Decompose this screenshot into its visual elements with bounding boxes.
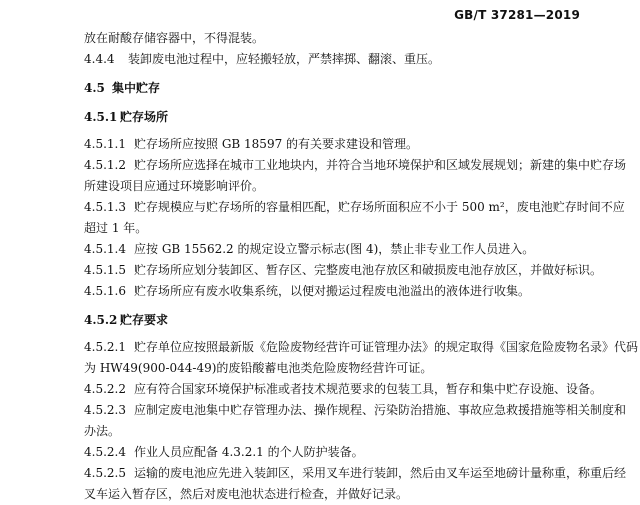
clause-4-5-2-1 — [84, 337, 639, 358]
heading-title: 贮存场所 — [120, 110, 169, 124]
clause-4-5-2-5-continuation: 叉车运入暂存区，然后对废电池状态进行检查，并做好记录。 — [84, 487, 409, 501]
clause-4-5-1-1 — [84, 134, 580, 155]
section-heading-4-5-2 — [84, 310, 580, 331]
clause-number: 4.5.1.2 — [84, 158, 126, 172]
clause-4-5-1-4 — [84, 239, 580, 260]
section-heading-4-5 — [84, 78, 580, 99]
clause-number: 4.5.2.4 — [84, 445, 126, 459]
document-body — [84, 28, 639, 505]
clause-text: 贮存单位应按照最新版《危险废物经营许可证管理办法》的规定取得《国家危险废物名录》代码 — [134, 340, 639, 354]
clause-text: 运输的废电池应先进入装卸区，采用叉车进行装卸，然后由叉车运至地磅计量称重，称重后经 — [134, 466, 627, 480]
clause-number: 4.5.1.3 — [84, 200, 126, 214]
clause-number: 4.5.2.3 — [84, 403, 126, 417]
clause-number: 4.5.1.4 — [84, 242, 126, 256]
clause-4-5-2-5 — [84, 463, 627, 484]
clause-text: 作业人员应配备 4.3.2.1 的个人防护装备。 — [134, 445, 364, 459]
clause-number: 4.5.1.5 — [84, 263, 126, 277]
clause-4-5-2-3 — [84, 400, 627, 421]
clause-4-4-4 — [84, 49, 580, 70]
clause-number: 4.5.2.2 — [84, 382, 126, 396]
clause-number: 4.5.1.1 — [84, 137, 126, 151]
clause-text: 贮存场所应有废水收集系统，以便对搬运过程废电池溢出的液体进行收集。 — [134, 284, 531, 298]
clause-number: 4.5.2.1 — [84, 340, 126, 354]
clause-4-5-2-3-continuation: 办法。 — [84, 424, 121, 438]
clause-4-5-1-3 — [84, 197, 625, 218]
paragraph-continuation: 放在耐酸存储容器中，不得混装。 — [84, 31, 265, 45]
heading-number: 4.5.1 — [84, 110, 118, 124]
clause-4-5-1-6 — [84, 281, 580, 302]
heading-title: 集中贮存 — [112, 81, 161, 95]
clause-number: 4.5.2.5 — [84, 466, 126, 480]
clause-4-5-2-1-continuation: 为 HW49(900-044-49)的废铅酸蓄电池类危险废物经营许可证。 — [84, 361, 433, 375]
clause-4-5-2-4 — [84, 442, 580, 463]
clause-4-5-2-2 — [84, 379, 603, 400]
clause-text: 装卸废电池过程中，应轻搬轻放，严禁摔掷、翻滚、重压。 — [128, 52, 441, 66]
clause-text: 应有符合国家环境保护标准或者技术规范要求的包装工具，暂存和集中贮存设施、设备。 — [134, 382, 603, 396]
clause-text: 贮存场所应划分装卸区、暂存区、完整废电池存放区和破损废电池存放区，并做好标识。 — [134, 263, 603, 277]
clause-text: 应按 GB 15562.2 的规定设立警示标志(图 4)，禁止非专业工作人员进入。 — [134, 242, 535, 256]
heading-number: 4.5 — [84, 81, 105, 95]
clause-4-5-1-2 — [84, 155, 627, 176]
clause-text: 贮存场所应选择在城市工业地块内，并符合当地环境保护和区域发展规划；新建的集中贮存场 — [134, 158, 627, 172]
standard-number: GB/T 37281—2019 — [454, 8, 580, 22]
clause-number: 4.4.4 — [84, 52, 115, 66]
clause-text: 贮存规模应与贮存场所的容量相匹配，贮存场所面积应不小于 500 m²，废电池贮存时间不应 — [134, 200, 625, 214]
clause-number: 4.5.1.6 — [84, 284, 126, 298]
clause-4-5-1-3-continuation: 超过 1 年。 — [84, 221, 148, 235]
clause-4-5-1-2-continuation: 所建设项目应通过环境影响评价。 — [84, 179, 265, 193]
clause-4-5-1-5 — [84, 260, 603, 281]
heading-number: 4.5.2 — [84, 313, 118, 327]
clause-text: 贮存场所应按照 GB 18597 的有关要求建设和管理。 — [134, 137, 419, 151]
section-heading-4-5-1 — [84, 107, 580, 128]
clause-text: 应制定废电池集中贮存管理办法、操作规程、污染防治措施、事故应急救援措施等相关制度和 — [134, 403, 627, 417]
heading-title: 贮存要求 — [120, 313, 169, 327]
